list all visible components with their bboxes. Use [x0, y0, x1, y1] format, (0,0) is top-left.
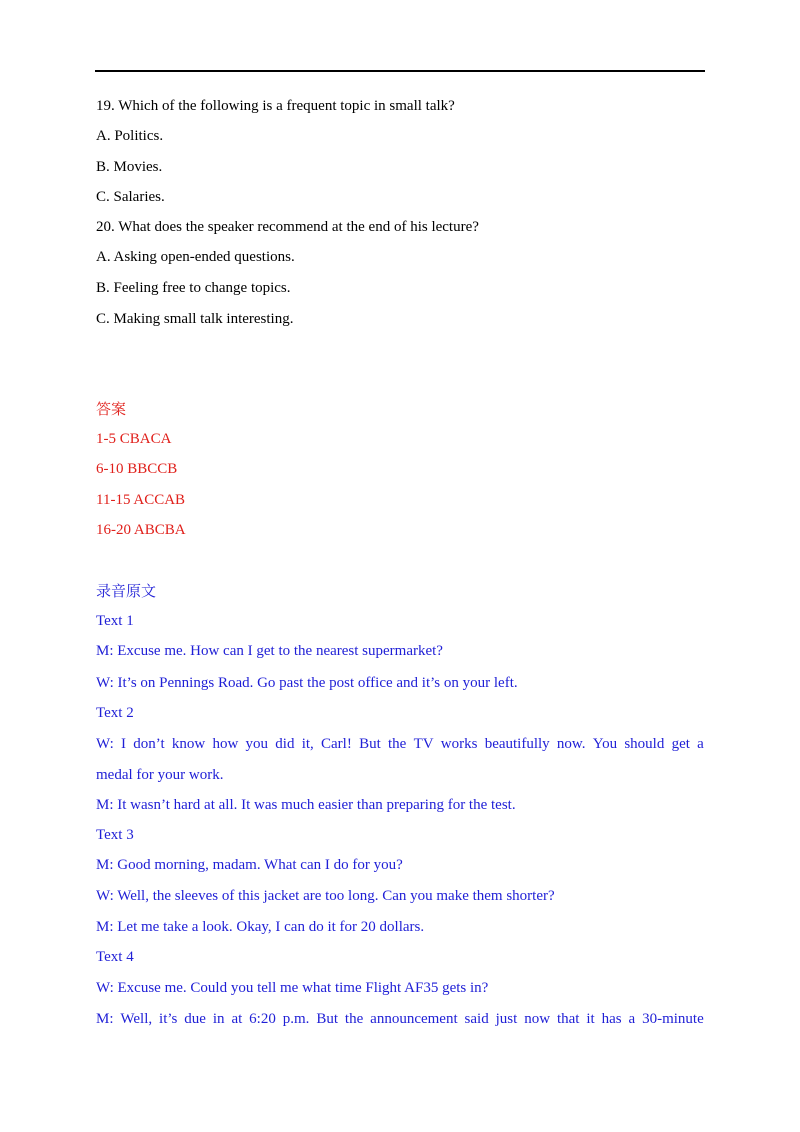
text-2-line-1-word: works: [440, 736, 478, 752]
text-4-line-2-word: has: [601, 1011, 622, 1027]
text-2-line-1-continued: medal for your work.: [96, 767, 224, 783]
text-4-line-2-word: due: [184, 1011, 206, 1027]
text-4-line-2-word: said: [464, 1011, 489, 1027]
text-2-line-1-word: it,: [301, 736, 314, 752]
text-2-line-1-word: a: [697, 736, 704, 752]
text-4-line-2-word: announcement: [370, 1011, 458, 1027]
text-2-line-1-word: get: [671, 736, 690, 752]
text-4-line-2-word: it: [586, 1011, 595, 1027]
text-4-line-2-word: But: [316, 1011, 339, 1027]
text-1-title: Text 1: [96, 613, 134, 629]
text-2-title: Text 2: [96, 705, 134, 721]
text-2-line-1-word: don’t: [133, 736, 165, 752]
answer-row-2: 6-10 BBCCB: [96, 461, 178, 477]
text-2-line-1-word: I: [121, 736, 127, 752]
text-3-title: Text 3: [96, 827, 134, 843]
text-2-line-1-word: Carl!: [321, 736, 352, 752]
text-2-line-1-word: TV: [413, 736, 434, 752]
text-2-line-1-word: know: [171, 736, 206, 752]
text-4-line-2-word: M:: [96, 1011, 114, 1027]
text-4-line-2: [96, 1010, 704, 1028]
text-2-line-1-word: But: [359, 736, 381, 752]
answer-row-3: 11-15 ACCAB: [96, 492, 186, 508]
text-2-line-1-word: how: [212, 736, 239, 752]
answers-heading: 答案: [96, 402, 127, 418]
text-2-line-1-word: the: [388, 736, 407, 752]
question-20-stem: 20. What does the speaker recommend at the end of his lecture?: [96, 219, 479, 235]
text-1-line-1: M: Excuse me. How can I get to the nearest supermarket?: [96, 643, 443, 659]
text-2-line-1-word: you: [245, 736, 269, 752]
question-20-option-c: C. Making small talk interesting.: [96, 311, 294, 327]
question-19-option-b: B. Movies.: [96, 159, 163, 175]
answer-row-1: 1-5 CBACA: [96, 431, 172, 447]
answer-row-4: 16-20 ABCBA: [96, 522, 186, 538]
transcript-heading: 录音原文: [96, 584, 157, 600]
text-1-line-2: W: It’s on Pennings Road. Go past the post office and it’s on your left.: [96, 675, 518, 691]
text-4-line-2-word: a: [628, 1011, 636, 1027]
text-4-line-2-word: at: [231, 1011, 243, 1027]
text-4-line-2-word: 30-minute: [642, 1011, 704, 1027]
header-rule: [95, 70, 705, 72]
text-4-line-2-word: it’s: [159, 1011, 178, 1027]
text-2-line-1-word: W:: [96, 736, 114, 752]
text-3-line-1: M: Good morning, madam. What can I do for you?: [96, 857, 403, 873]
question-20-option-a: A. Asking open-ended questions.: [96, 249, 295, 265]
text-2-line-1-word: beautifully: [484, 736, 550, 752]
text-4-line-2-word: in: [212, 1011, 225, 1027]
text-2-line-1-word: should: [624, 736, 665, 752]
text-3-line-2: W: Well, the sleeves of this jacket are too long. Can you make them shorter?: [96, 888, 555, 904]
text-4-line-2-word: p.m.: [282, 1011, 310, 1027]
text-2-line-1: [96, 735, 704, 753]
question-20-option-b: B. Feeling free to change topics.: [96, 280, 291, 296]
text-4-title: Text 4: [96, 949, 134, 965]
text-4-line-2-word: that: [556, 1011, 580, 1027]
text-4-line-2-word: now: [524, 1011, 551, 1027]
text-2-line-1-word: You: [592, 736, 618, 752]
text-2-line-1-word: now.: [556, 736, 586, 752]
question-19-stem: 19. Which of the following is a frequent topic in small talk?: [96, 98, 455, 114]
text-4-line-2-word: just: [495, 1011, 518, 1027]
text-4-line-1: W: Excuse me. Could you tell me what time Flight AF35 gets in?: [96, 980, 489, 996]
text-4-line-2-word: the: [344, 1011, 364, 1027]
question-19-option-a: A. Politics.: [96, 128, 164, 144]
text-4-line-2-word: Well,: [120, 1011, 153, 1027]
text-3-line-3: M: Let me take a look. Okay, I can do it for 20 dollars.: [96, 919, 425, 935]
text-4-line-2-word: 6:20: [249, 1011, 276, 1027]
text-2-line-2: M: It wasn’t hard at all. It was much easier than preparing for the test.: [96, 797, 516, 813]
text-2-line-1-word: did: [275, 736, 295, 752]
question-19-option-c: C. Salaries.: [96, 189, 165, 205]
